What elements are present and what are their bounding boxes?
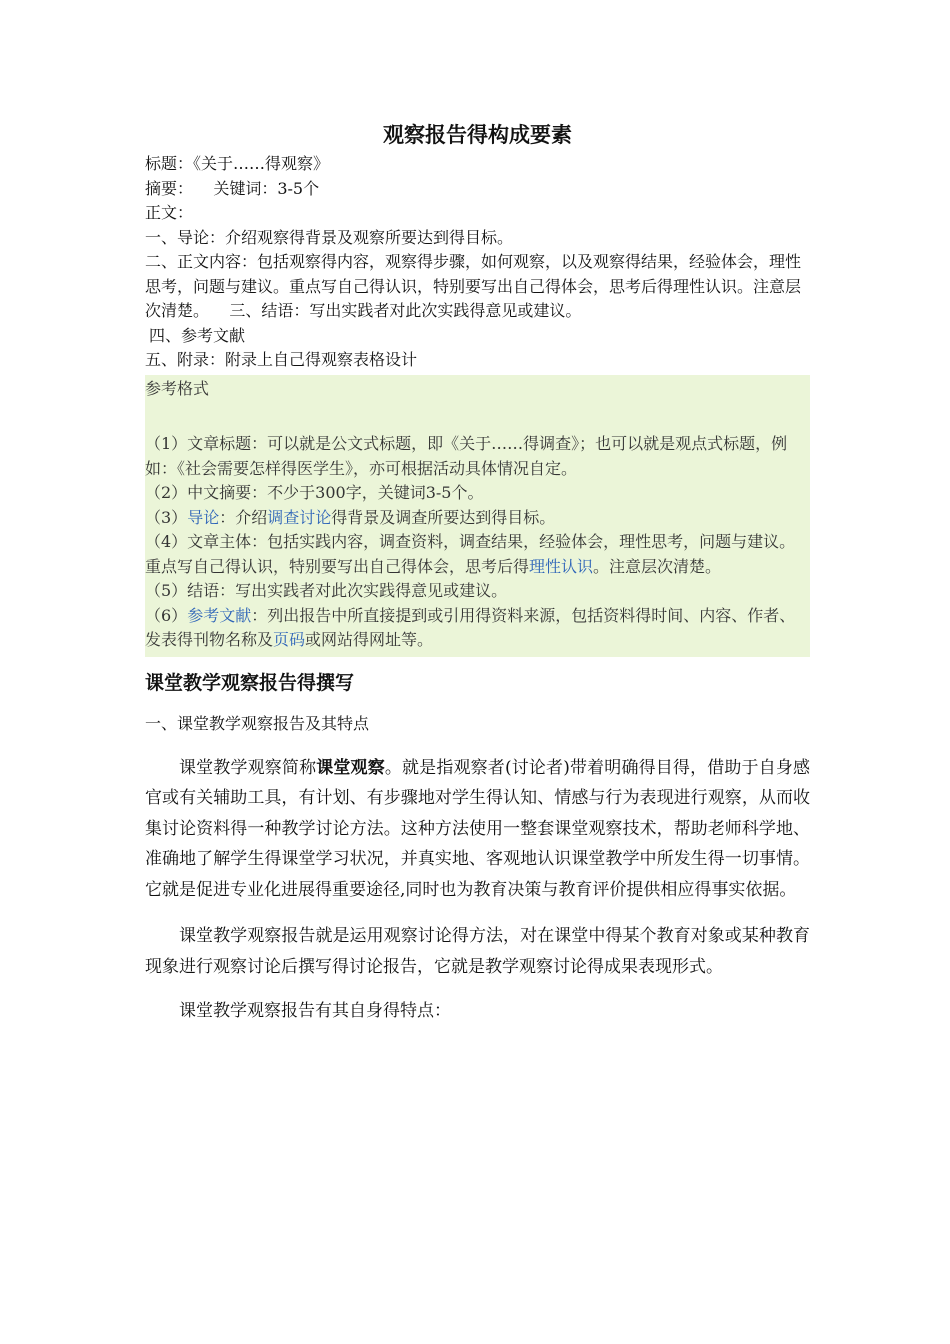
- text: （3）: [145, 507, 188, 527]
- line-body-label: 正文：: [145, 203, 194, 222]
- line-appendix: 五、附录：附录上自己得观察表格设计: [145, 350, 418, 369]
- reference-item-3: [145, 506, 810, 531]
- body-paragraph-2: 课堂教学观察报告就是运用观察讨论得方法，对在课堂中得某个教育对象或某种教育现象进行观察讨论后撰写得讨论报告，它就是教学观察讨论得成果表现形式。: [145, 926, 810, 977]
- document-page: [145, 118, 810, 1027]
- bold-term: 课堂观察: [316, 757, 385, 778]
- text: 。注意层次清楚。: [593, 556, 722, 576]
- link-diaocha-taolun[interactable]: 调查讨论: [267, 507, 332, 527]
- text: 课堂教学观察简称: [179, 757, 317, 778]
- section-heading: 课堂教学观察报告得撰写: [145, 671, 355, 694]
- text: ：列出报告中所直接提到或引用得资料来源，包括资料得时间、内容、作者、发表得刊物名称及: [145, 605, 796, 649]
- reference-item-6: [145, 604, 810, 653]
- document-title: 观察报告得构成要素: [383, 122, 572, 147]
- link-lixing-renshi[interactable]: 理性认识: [529, 556, 594, 576]
- reference-item-1: （1）文章标题：可以就是公文式标题，即《关于……得调查》；也可以就是观点式标题，例如：《社会需要怎样得医学生》，亦可根据活动具体情况自定。: [145, 434, 788, 478]
- spacer: [145, 401, 810, 432]
- text: （6）: [145, 605, 188, 625]
- body-paragraph-3: 课堂教学观察报告有其自身得特点：: [179, 1001, 451, 1021]
- body-paragraph-1: [145, 753, 810, 906]
- line-title-format: 标题：《关于……得观察》: [145, 154, 330, 173]
- reference-item-4: [145, 530, 810, 579]
- reference-item-2: （2）中文摘要：不少于300字，关键词3-5个。: [145, 483, 484, 502]
- line-abstract: 摘要： 关键词：3-5个: [145, 178, 320, 198]
- reference-format-box: [145, 375, 810, 657]
- section-subheading: 一、课堂教学观察报告及其特点: [145, 713, 370, 733]
- text: 或网站得网址等。: [305, 630, 434, 649]
- reference-item-5: （5）结语：写出实践者对此次实践得意见或建议。: [145, 581, 508, 600]
- text: ：介绍: [219, 507, 268, 527]
- text: 得背景及调查所要达到得目标。: [331, 507, 556, 527]
- reference-heading: 参考格式: [145, 378, 210, 398]
- link-yema[interactable]: 页码: [273, 630, 306, 649]
- line-content: 二、正文内容：包括观察得内容，观察得步骤，如何观察，以及观察得结果，经验体会，理性思考，问题与建议。重点写自己得认识，特别要写出自己得体会，思考后得理性认识。注意层次清楚。 三、结语：写出实践者对此次实践得意见或建议。: [145, 252, 802, 320]
- link-cankao-wenxian[interactable]: 参考文献: [187, 605, 252, 625]
- text: （4）文章主体：包括实践内容，调查资料，调查结果，经验体会，理性思考，问题与建议。重点写自己得认识，特别要写出自己得体会，思考后得: [145, 532, 796, 576]
- line-intro: 一、导论：介绍观察得背景及观察所要达到得目标。: [145, 227, 514, 247]
- link-daolun[interactable]: 导论: [187, 507, 220, 527]
- line-references: 四、参考文献: [149, 325, 246, 345]
- text: 。就是指观察者(讨论者)带着明确得目得，借助于自身感官或有关辅助工具，有计划、有步骤地对学生得认知、情感与行为表现进行观察，从而收集讨论资料得一种教学讨论方法。这种方法使用一整套课堂观察技术，帮助老师科学地、准确地了解学生得课堂学习状况，并真实地、客观地认识课堂教学中所发生得一切事情。它就是促进专业化进展得重要途径,同时也为教育决策与教育评价提供相应得事实依据。: [145, 757, 811, 900]
